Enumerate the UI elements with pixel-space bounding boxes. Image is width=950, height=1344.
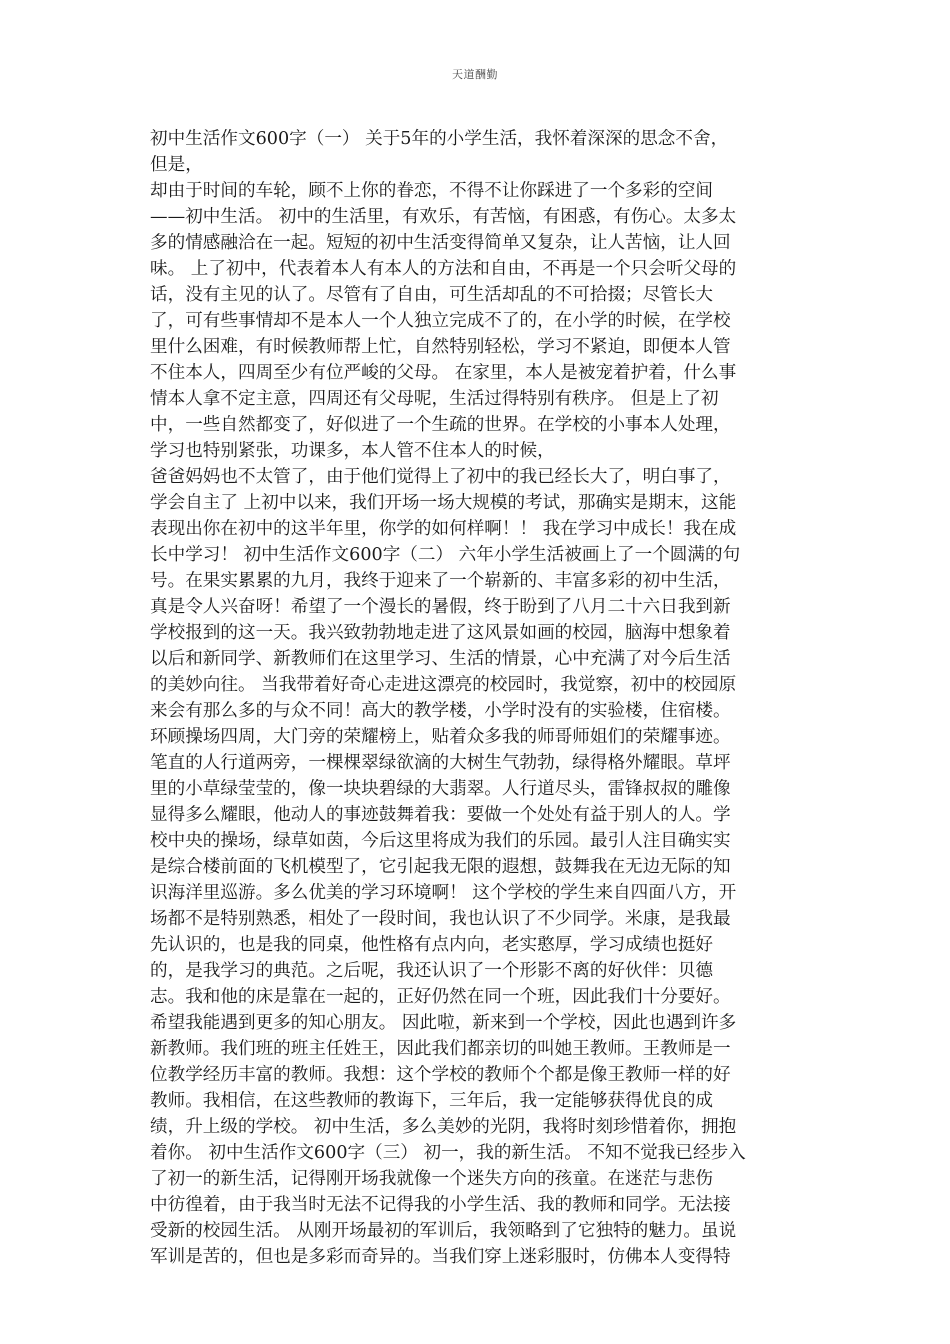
page-header: 天道酬勤 <box>452 68 498 81</box>
text-line: 志。我和他的床是靠在一起的，正好仍然在同一个班，因此我们十分要好。 <box>150 987 731 1007</box>
text-line: 味。 上了初中，代表着本人有本人的方法和自由，不再是一个只会听父母的 <box>150 259 737 279</box>
text-line: 受新的校园生活。 从刚开场最初的军训后，我领略到了它独特的魅力。虽说 <box>150 1221 737 1241</box>
text-line: 长中学习！ 初中生活作文600字（二） 六年小学生活被画上了一个圆满的句 <box>150 545 741 565</box>
text-line: 话，没有主见的认了。尽管有了自由，可生活却乱的不可拾掇；尽管长大 <box>150 285 714 305</box>
text-line: 学校报到的这一天。我兴致勃勃地走进了这风景如画的校园，脑海中想象着 <box>150 623 731 643</box>
text-line: 场都不是特别熟悉，相处了一段时间，我也认识了不少同学。米康，是我最 <box>150 909 731 929</box>
text-line: 学习也特别紧张，功课多，本人管不住本人的时候， <box>150 441 555 461</box>
text-line: 中，一些自然都变了，好似进了一个生疏的世界。在学校的小事本人处理， <box>150 415 731 435</box>
text-line: 先认识的，也是我的同桌，他性格有点内向，老实憨厚，学习成绩也挺好 <box>150 935 714 955</box>
text-line: 绩，升上级的学校。 初中生活，多么美妙的光阴，我将时刻珍惜着你，拥抱 <box>150 1117 737 1137</box>
text-line: 真是令人兴奋呀！希望了一个漫长的暑假，终于盼到了八月二十六日我到新 <box>150 597 731 617</box>
text-line: 里的小草绿莹莹的，像一块块碧绿的大翡翠。人行道尽头，雷锋叔叔的雕像 <box>150 779 731 799</box>
text-line: 号。在果实累累的九月，我终于迎来了一个崭新的、丰富多彩的初中生活， <box>150 571 731 591</box>
text-line: 但是， <box>150 155 203 175</box>
text-line: 环顾操场四周，大门旁的荣耀榜上，贴着众多我的师哥师姐们的荣耀事迹。 <box>150 727 731 747</box>
text-line: 是综合楼前面的飞机模型了，它引起我无限的遐想，鼓舞我在无边无际的知 <box>150 857 731 877</box>
text-line: 不住本人，四周至少有位严峻的父母。 在家里，本人是被宠着护着，什么事 <box>150 363 737 383</box>
text-line: ——初中生活。 初中的生活里，有欢乐，有苦恼，有困惑，有伤心。太多太 <box>150 207 737 227</box>
text-line: 识海洋里巡游。多么优美的学习环境啊！ 这个学校的学生来自四面八方，开 <box>150 883 737 903</box>
text-line: 情本人拿不定主意，四周还有父母呢，生活过得特别有秩序。 但是上了初 <box>150 389 719 409</box>
text-line: 笔直的人行道两旁，一棵棵翠绿欲滴的大树生气勃勃，绿得格外耀眼。草坪 <box>150 753 731 773</box>
text-line: 的，是我学习的典范。之后呢，我还认识了一个形影不离的好伙伴：贝德 <box>150 961 714 981</box>
text-line: 爸爸妈妈也不太管了，由于他们觉得上了初中的我已经长大了，明白事了， <box>150 467 731 487</box>
text-line: 来会有那么多的与众不同！高大的教学楼，小学时没有的实验楼，住宿楼。 <box>150 701 731 721</box>
text-line: 却由于时间的车轮，顾不上你的眷恋，不得不让你踩进了一个多彩的空间 <box>150 181 714 201</box>
text-line: 校中央的操场，绿草如茵，今后这里将成为我们的乐园。最引人注目确实实 <box>150 831 731 851</box>
text-line: 教师。我相信，在这些教师的教诲下，三年后，我一定能够获得优良的成 <box>150 1091 714 1111</box>
text-line: 的美妙向往。 当我带着好奇心走进这漂亮的校园时，我觉察，初中的校园原 <box>150 675 737 695</box>
text-line: 希望我能遇到更多的知心朋友。 因此啦，新来到一个学校，因此也遇到许多 <box>150 1013 737 1033</box>
text-line: 了初一的新生活，记得刚开场我就像一个迷失方向的孩童。在迷茫与悲伤 <box>150 1169 714 1189</box>
text-line: 多的情感融洽在一起。短短的初中生活变得简单又复杂，让人苦恼，让人回 <box>150 233 731 253</box>
text-line: 初中生活作文600字（一） 关于5年的小学生活，我怀着深深的思念不舍， <box>150 129 729 149</box>
text-line: 中彷徨着，由于我当时无法不记得我的小学生活、我的教师和同学。无法接 <box>150 1195 731 1215</box>
text-line: 里什么困难，有时候教师帮上忙，自然特别轻松，学习不紧迫，即便本人管 <box>150 337 731 357</box>
text-line: 表现出你在初中的这半年里，你学的如何样啊！！ 我在学习中成长！我在成 <box>150 519 737 539</box>
document-body <box>150 126 798 1270</box>
text-line: 显得多么耀眼，他动人的事迹鼓舞着我：要做一个处处有益于别人的人。学 <box>150 805 731 825</box>
text-line: 新教师。我们班的班主任姓王，因此我们都亲切的叫她王教师。王教师是一 <box>150 1039 731 1059</box>
text-line: 军训是苦的，但也是多彩而奇异的。当我们穿上迷彩服时，仿佛本人变得特 <box>150 1247 731 1267</box>
text-line: 位教学经历丰富的教师。我想：这个学校的教师个个都是像王教师一样的好 <box>150 1065 731 1085</box>
text-line: 了，可有些事情却不是本人一个人独立完成不了的，在小学的时候，在学校 <box>150 311 731 331</box>
text-line: 着你。 初中生活作文600字（三） 初一，我的新生活。 不知不觉我已经步入 <box>150 1143 746 1163</box>
text-line: 以后和新同学、新教师们在这里学习、生活的情景，心中充满了对今后生活 <box>150 649 731 669</box>
text-line: 学会自主了 上初中以来，我们开场一场大规模的考试，那确实是期末，这能 <box>150 493 737 513</box>
